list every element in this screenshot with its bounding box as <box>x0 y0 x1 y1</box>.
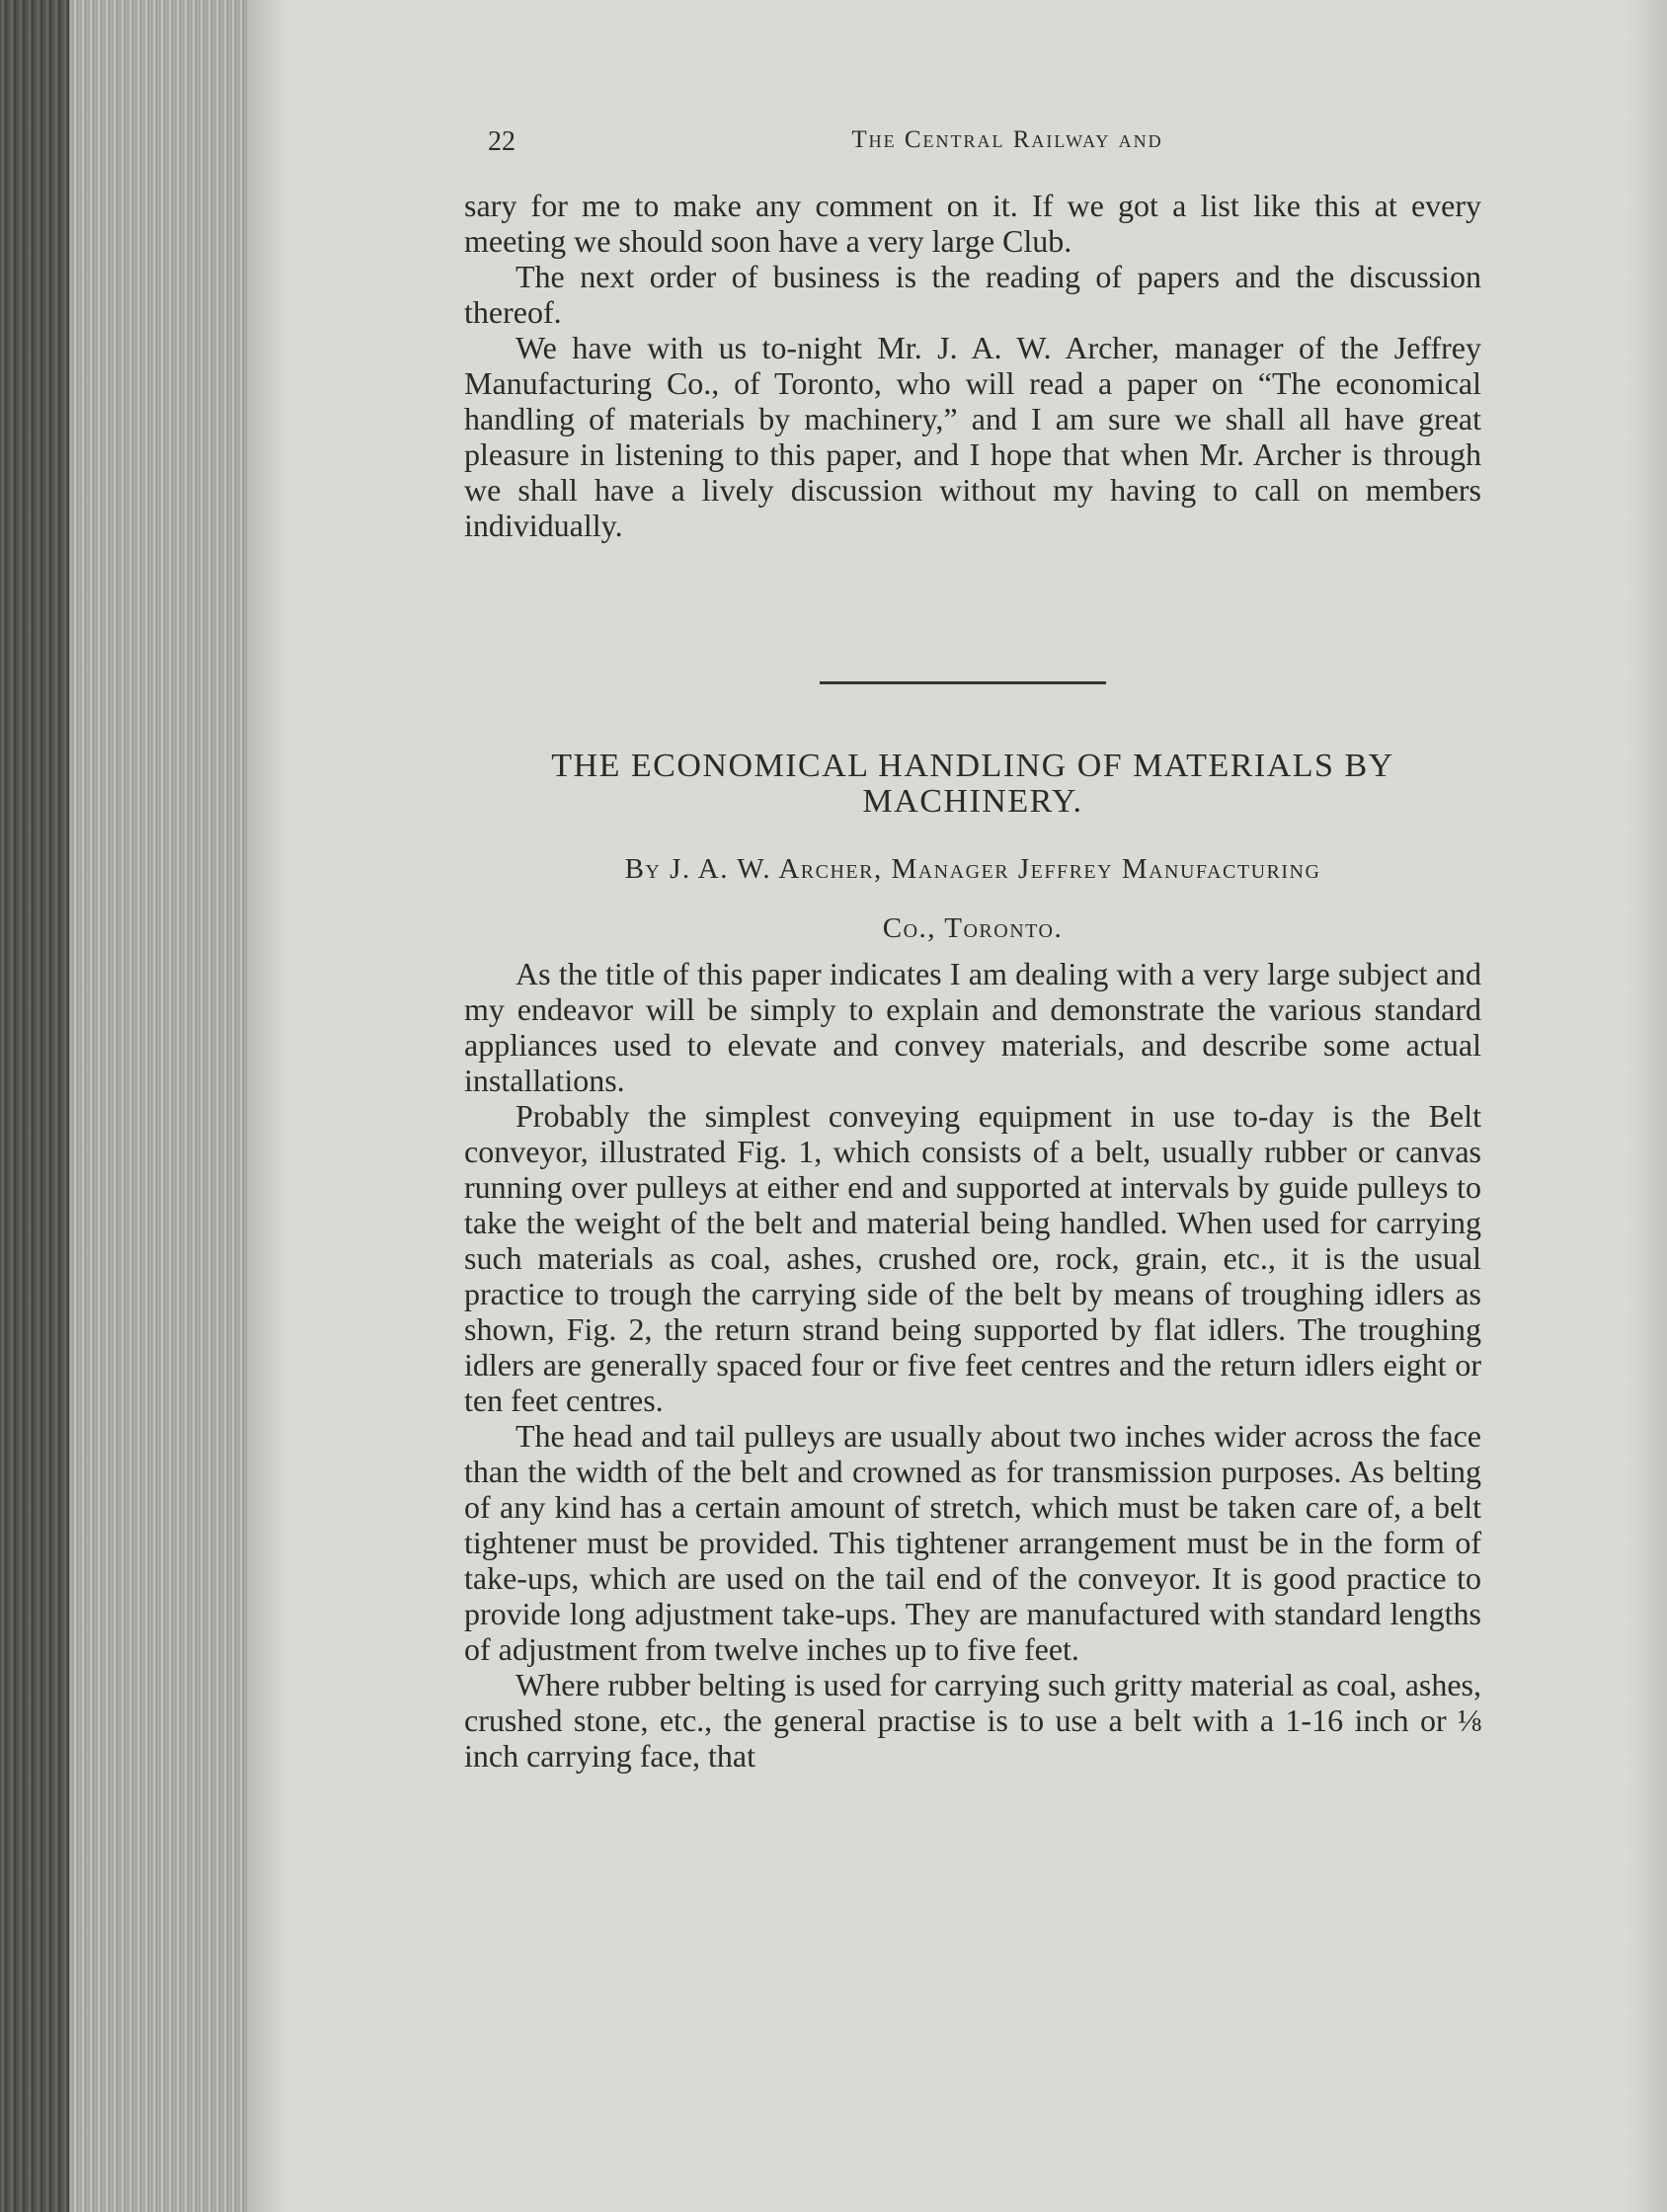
book-spine <box>0 0 69 2212</box>
intro-text <box>464 188 1481 543</box>
book-page <box>464 0 1491 2212</box>
running-head <box>464 126 1491 166</box>
paragraph: The head and tail pulleys are usually about two inches wider across the face than the width of the belt and crowned as for transmission purposes. As belting of any kind has a certain amount of stretch, which must be taken care of, a belt tightener must be provided. This tightener arrangement must be in the form of take-ups, which are used on the tail end of the conveyor. It is good practice to provide long adjustment take-ups. They are manufactured with standard lengths of adjustment from twelve inches up to five feet. <box>464 1418 1481 1667</box>
page-edges <box>69 0 257 2212</box>
article-title <box>464 749 1481 820</box>
page-gutter <box>247 0 286 2212</box>
paragraph: Where rubber belting is used for carrying such gritty material as coal, ashes, crushed stone, etc., the general practise is to use a belt with a 1-16 inch or ⅛ inch carrying face, that <box>464 1667 1481 1774</box>
article-body <box>464 956 1481 1774</box>
paragraph: sary for me to make any comment on it. If we got a list like this at every meeting we should soon have a very large Club. <box>464 188 1481 259</box>
byline-line: Co., Toronto. <box>882 912 1064 944</box>
article-title-line: MACHINERY. <box>862 783 1083 820</box>
page-edge-shadow <box>1627 0 1667 2212</box>
section-divider <box>820 681 1106 684</box>
byline-line: By J. A. W. Archer, Manager Jeffrey Manufacturing <box>624 853 1321 885</box>
paragraph: As the title of this paper indicates I am dealing with a very large subject and my endeavor will be simply to explain and demonstrate the various standard appliances used to elevate and convey materials, and describe some actual installations. <box>464 956 1481 1098</box>
paragraph: Probably the simplest conveying equipment in use to-day is the Belt conveyor, illustrated Fig. 1, which consists of a belt, usually rubber or canvas running over pulleys at either end and supported at intervals by guide pulleys to take the weight of the belt and material being handled. When used for carrying such materials as coal, ashes, crushed ore, rock, grain, etc., it is the usual practice to trough the carrying side of the belt by means of troughing idlers as shown, Fig. 2, the return strand being supported by flat idlers. The troughing idlers are generally spaced four or five feet centres and the return idlers eight or ten feet centres. <box>464 1098 1481 1418</box>
running-head-title: The Central Railway and <box>851 126 1163 153</box>
article-title-line: THE ECONOMICAL HANDLING OF MATERIALS BY <box>551 748 1394 784</box>
paragraph: We have with us to-night Mr. J. A. W. Archer, manager of the Jeffrey Manufacturing Co., of Toronto, who will read a paper on “The economical handling of materials by machinery,” and I am sure we shall all have great pleasure in listening to this paper, and I hope that when Mr. Archer is through we shall have a lively discussion without my having to call on members individually. <box>464 330 1481 543</box>
byline <box>464 839 1481 958</box>
page-number: 22 <box>488 126 516 157</box>
paragraph: The next order of business is the reading of papers and the discussion thereof. <box>464 259 1481 330</box>
